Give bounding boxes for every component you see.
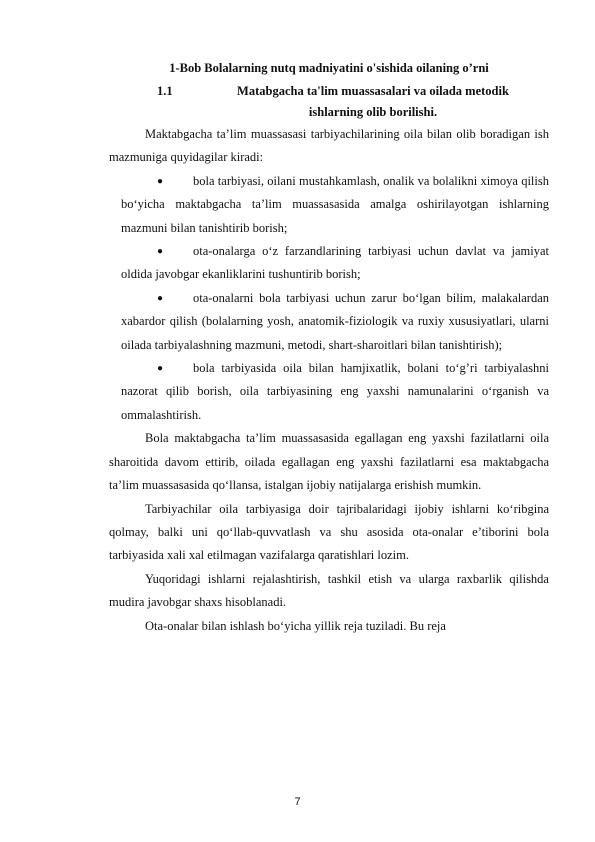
list-item — [121, 170, 549, 240]
section-title-line1: Matabgacha ta'lim muassasalari va oilada metodik — [237, 84, 509, 98]
section-heading — [109, 81, 549, 102]
section-heading-cont — [109, 102, 549, 123]
chapter-title: 1-Bob Bolalarning nutq madniyatini o'sishida oilaning o’rni — [169, 61, 489, 75]
body-paragraph: Ota-onalar bilan ishlash bo‘yicha yillik reja tuziladi. Bu reja — [145, 618, 446, 633]
bullet-icon: ● — [157, 246, 164, 258]
list-item-text: ota-onalarni bola tarbiyasi uchun zarur bo‘lgan bilim, malakalardan xabardor qilish (bolalarning yosh, anatomik-fiziologik va ruxiy xususiyatlari, ularni oilada tarbiyalashning mazmuni, metodi, shart-sharoitlari bilan tanishtirish); — [121, 290, 549, 352]
list-item-text: bola tarbiyasi, oilani mustahkamlash, onalik va bolalikni ximoya qilish bo‘yicha maktabgacha ta’lim muassasasida amalga oshirilayotgan ishlarning mazmuni bilan tanishtirib borish; — [121, 173, 549, 235]
bullet-icon: ● — [157, 292, 164, 304]
bullet-icon: ● — [157, 175, 164, 187]
list-item — [121, 240, 549, 287]
list-item — [121, 287, 549, 357]
page-content — [109, 58, 549, 638]
section-title-line2: ishlarning olib borilishi. — [308, 105, 438, 119]
body-paragraph: Tarbiyachilar oila tarbiyasiga doir tajribalaridagi ijobiy ishlarni ko‘ribgina qolmay, balki uni qo‘llab-quvvatlash va shu asosida ota-onalar e’tiborini bola tarbiyasida xali xal etilmagan vazifalarga qaratishlari lozim. — [109, 501, 549, 563]
list-item-text: bola tarbiyasida oila bilan hamjixatlik, bolani to‘g’ri tarbiyalashni nazorat qilib borish, oila tarbiyasining eng yaxshi namunalarini o‘rganish va ommalashtirish. — [121, 361, 549, 422]
bullet-list — [109, 170, 549, 427]
body-paragraph: Yuqoridagi ishlarni rejalashtirish, tashkil etish va ularga raxbarlik qilishda mudira javobgar shaxs hisoblanadi. — [109, 571, 549, 610]
list-item — [121, 357, 549, 427]
list-item-text: ota-onalarga o‘z farzandlarining tarbiyasi uchun davlat va jamiyat oldida javobgar ekanliklarini tushuntirib borish; — [121, 244, 549, 282]
bullet-icon: ● — [157, 363, 164, 375]
body-paragraph: Bola maktabgacha ta’lim muassasasida egallagan eng yaxshi fazilatlarni oila sharoitida davom ettirib, oilada egallagan eng yaxshi fazilatlarni esa maktabgacha ta’lim muassasasida qo‘llansa, istalgan ijobiy natijalarga erishish mumkin. — [109, 431, 549, 493]
page-number: 7 — [294, 796, 301, 808]
section-number: 1.1 — [157, 84, 173, 98]
intro-paragraph: Maktabgacha ta’lim muassasasi tarbiyachilarining oila bilan olib boradigan ish mazmuniga quyidagilar kiradi: — [109, 127, 549, 165]
